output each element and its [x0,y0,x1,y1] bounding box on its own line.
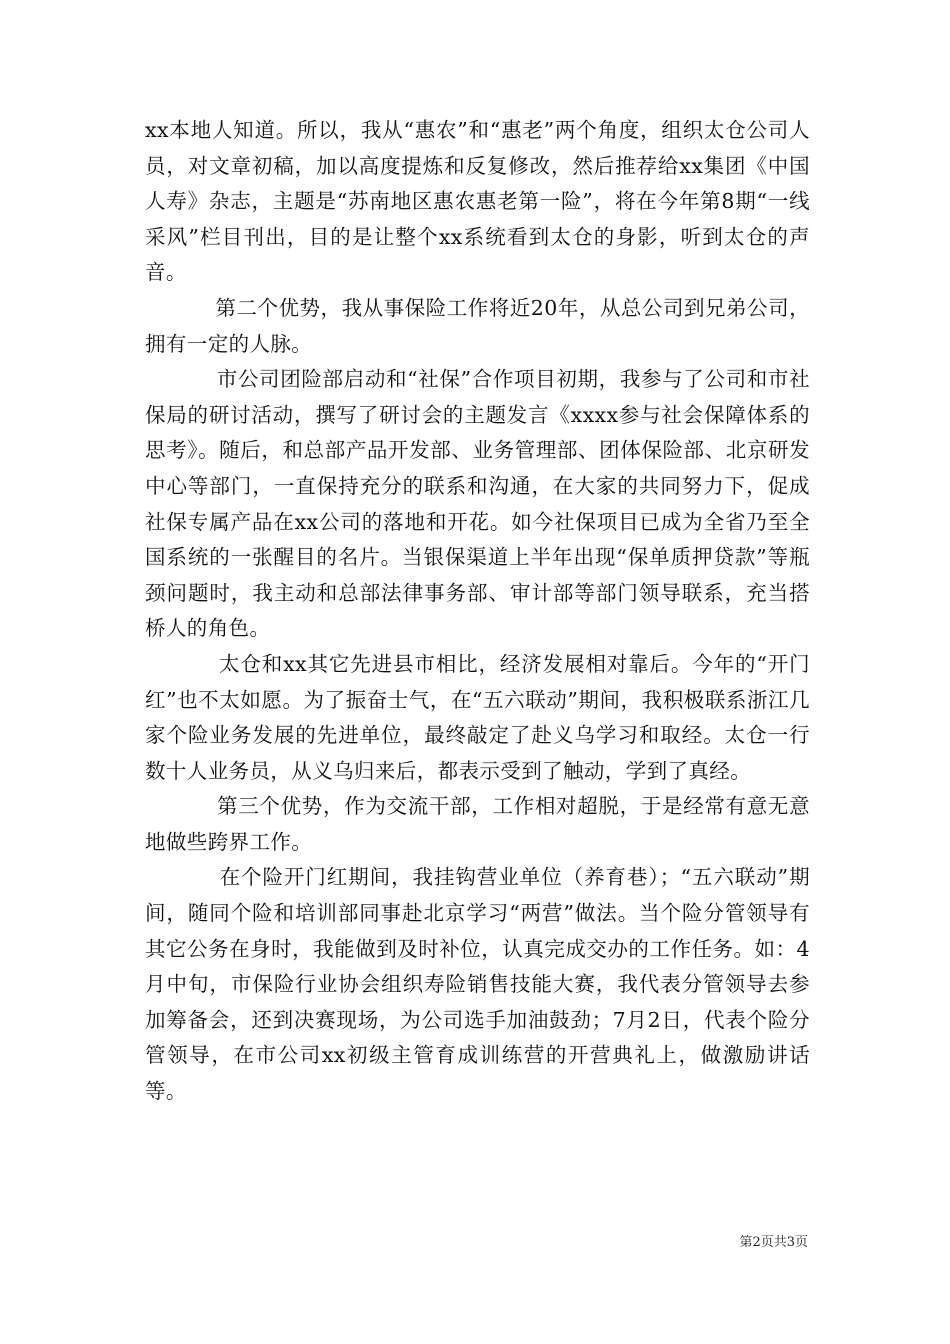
document-body [145,113,810,1110]
paragraph: xx本地人知道。所以，我从“惠农”和“惠老”两个角度，组织太仓公司人员，对文章初稿，加以高度提炼和反复修改，然后推荐给xx集团《中国人寿》杂志，主题是“苏南地区惠农惠老第一险”，将在今年第8期“一线采风”栏目刊出，目的是让整个xx系统看到太仓的身影，听到太仓的声音。 [145,118,810,285]
paragraph: 第二个优势，我从事保险工作将近20年，从总公司到兄弟公司，拥有一定的人脉。 [145,295,810,356]
paragraph: 太仓和xx其它先进县市相比，经济发展相对靠后。今年的“开门红”也不太如愿。为了振奋士气，在“五六联动”期间，我积极联系浙江几家个险业务发展的先进单位，最终敲定了赴义乌学习和取经。太仓一行数十人业务员，从义乌归来后，都表示受到了触动，学到了真经。 [145,651,811,783]
page-footer [0,1233,950,1255]
paragraph: 市公司团险部启动和“社保”合作项目初期，我参与了公司和市社保局的研讨活动，撰写了研讨会的主题发言《xxxx参与社会保障体系的思考》。随后，和总部产品开发部、业务管理部、团体保险部、北京研发中心等部门，一直保持充分的联系和沟通，在大家的共同努力下，促成社保专属产品在xx公司的落地和开花。如今社保项目已成为全省乃至全国系统的一张醒目的名片。当银保渠道上半年出现“保单质押贷款”等瓶颈问题时，我主动和总部法律事务部、审计部等部门领导联系，充当搭桥人的角色。 [145,367,810,641]
paragraph: 在个险开门红期间，我挂钩营业单位（养育巷）；“五六联动”期间，随同个险和培训部同事赴北京学习“两营”做法。当个险分管领导有其它公务在身时，我能做到及时补位，认真完成交办的工作任务。如：4月中旬，市保险行业协会组织寿险销售技能大赛，我代表分管领导去参加筹备会，还到决赛现场，为公司选手加油鼓劲；7月2日，代表个险分管领导，在市公司xx初级主管育成训练营的开营典礼上，做激励讲话等。 [145,865,810,1104]
paragraph: 第三个优势，作为交流干部，工作相对超脱，于是经常有意无意地做些跨界工作。 [145,794,810,854]
page-number: 第2页共3页 [739,1235,808,1250]
